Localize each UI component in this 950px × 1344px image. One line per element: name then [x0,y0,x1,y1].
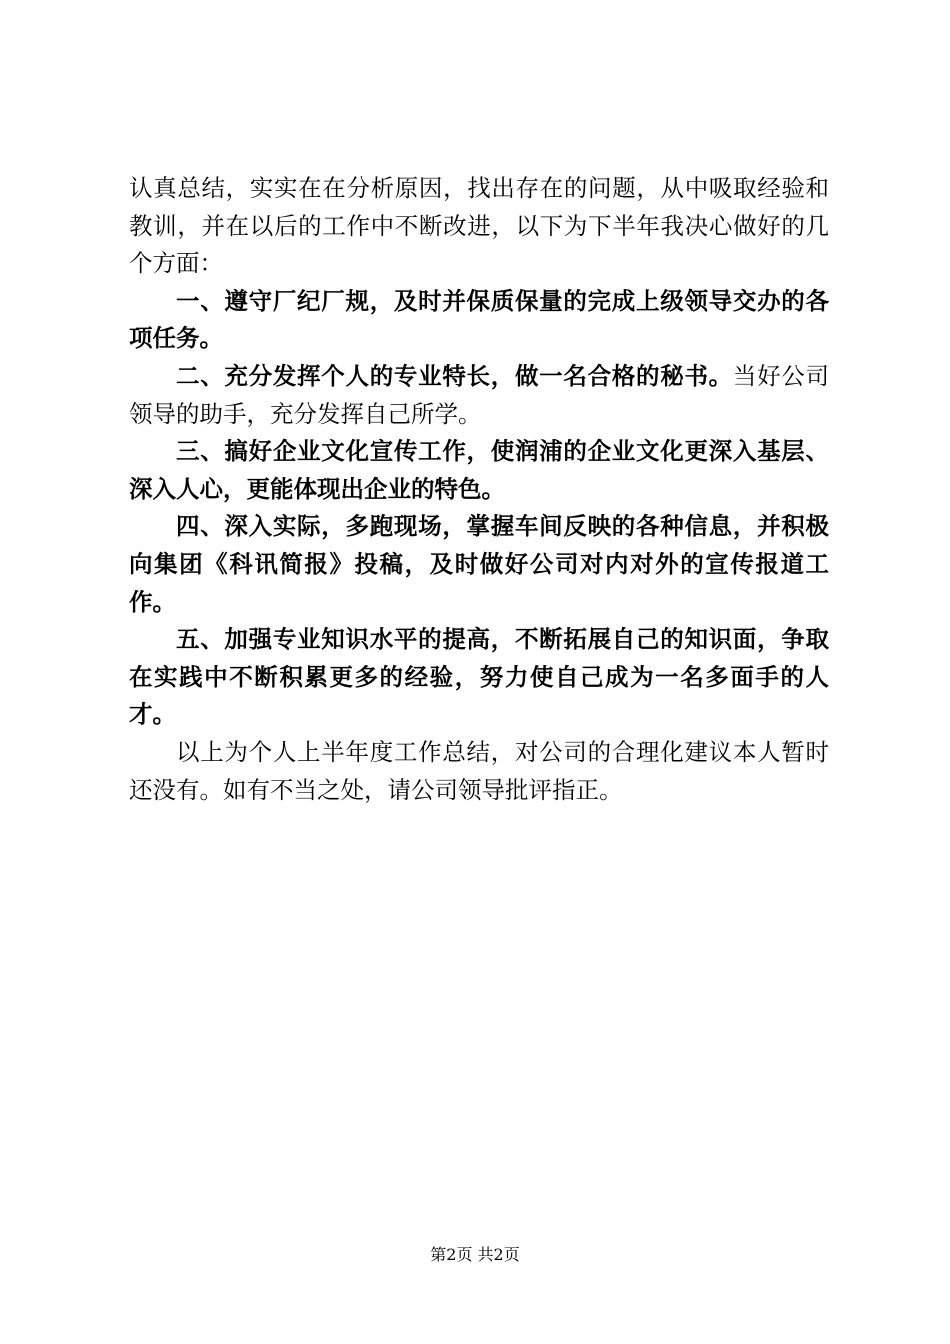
paragraph-text: 四、深入实际，多跑现场，掌握车间反映的各种信息，并积极向集团《科讯简报》投稿，及时做好公司对内对外的宣传报道工作。 [129,512,829,616]
page-number: 第2页 共2页 [430,1245,520,1264]
paragraph-item-2 [129,358,829,433]
paragraph-item-3 [129,433,829,508]
paragraph-item-4 [129,508,829,621]
paragraph-item-1 [129,283,829,358]
page-footer [0,1242,950,1265]
paragraph-text: 五、加强专业知识水平的提高，不断拓展自己的知识面，争取在实践中不断积累更多的经验，努力使自己成为一名多面手的人才。 [129,625,829,729]
paragraph-text: 认真总结，实实在在分析原因，找出存在的问题，从中吸取经验和教训，并在以后的工作中不断改进，以下为下半年我决心做好的几个方面： [129,174,829,278]
paragraph-closing [129,734,829,809]
paragraph-intro-continuation [129,170,829,283]
paragraph-text: 以上为个人上半年度工作总结，对公司的合理化建议本人暂时还没有。如有不当之处，请公司领导批评指正。 [129,737,829,804]
paragraph-text: 一、遵守厂纪厂规，及时并保质保量的完成上级领导交办的各项任务。 [129,286,829,353]
paragraph-text: 当好公司领导的助手，充分发挥自己所学。 [129,361,830,428]
paragraph-text: 三、搞好企业文化宣传工作，使润浦的企业文化更深入基层、深入人心，更能体现出企业的特色。 [129,437,829,503]
paragraph-text: 二、充分发挥个人的专业特长，做一名合格的秘书。 [176,361,733,390]
paragraph-item-5 [129,621,829,734]
document-body [129,170,829,809]
